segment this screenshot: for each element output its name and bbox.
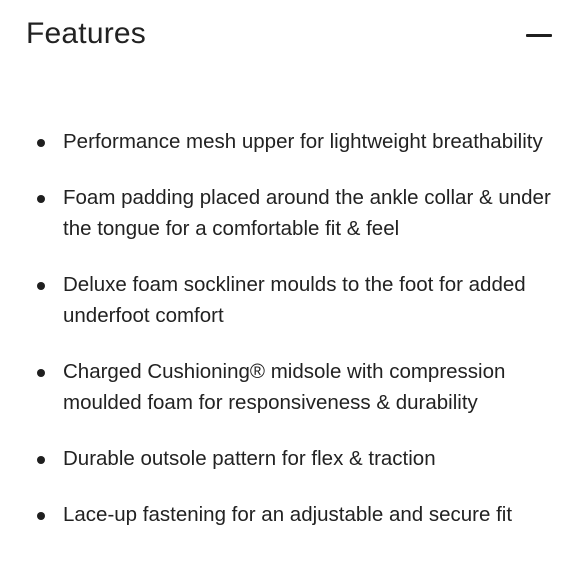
minus-icon[interactable] — [526, 24, 552, 46]
feature-text: Durable outsole pattern for flex & traction — [63, 447, 436, 470]
feature-text: Lace-up fastening for an adjustable and secure fit — [63, 503, 513, 526]
feature-item — [0, 269, 580, 331]
minus-bar — [526, 34, 552, 37]
bullet-icon — [37, 282, 45, 290]
features-list — [0, 126, 580, 555]
accordion-header[interactable] — [0, 0, 580, 72]
bullet-icon — [37, 139, 45, 147]
feature-text: Performance mesh upper for lightweight breathability — [63, 130, 543, 153]
bullet-icon — [37, 195, 45, 203]
feature-item — [0, 499, 580, 530]
feature-text: Deluxe foam sockliner moulds to the foot for added underfoot comfort — [63, 273, 526, 327]
feature-item — [0, 126, 580, 157]
feature-text: Foam padding placed around the ankle collar & under the tongue for a comfortable fit & feel — [63, 186, 551, 240]
feature-item — [0, 443, 580, 474]
feature-item — [0, 356, 580, 418]
feature-text: Charged Cushioning® midsole with compression moulded foam for responsiveness & durability — [63, 360, 506, 414]
bullet-icon — [37, 369, 45, 377]
bullet-icon — [37, 512, 45, 520]
bullet-icon — [37, 456, 45, 464]
section-title: Features — [26, 17, 146, 50]
feature-item — [0, 182, 580, 244]
